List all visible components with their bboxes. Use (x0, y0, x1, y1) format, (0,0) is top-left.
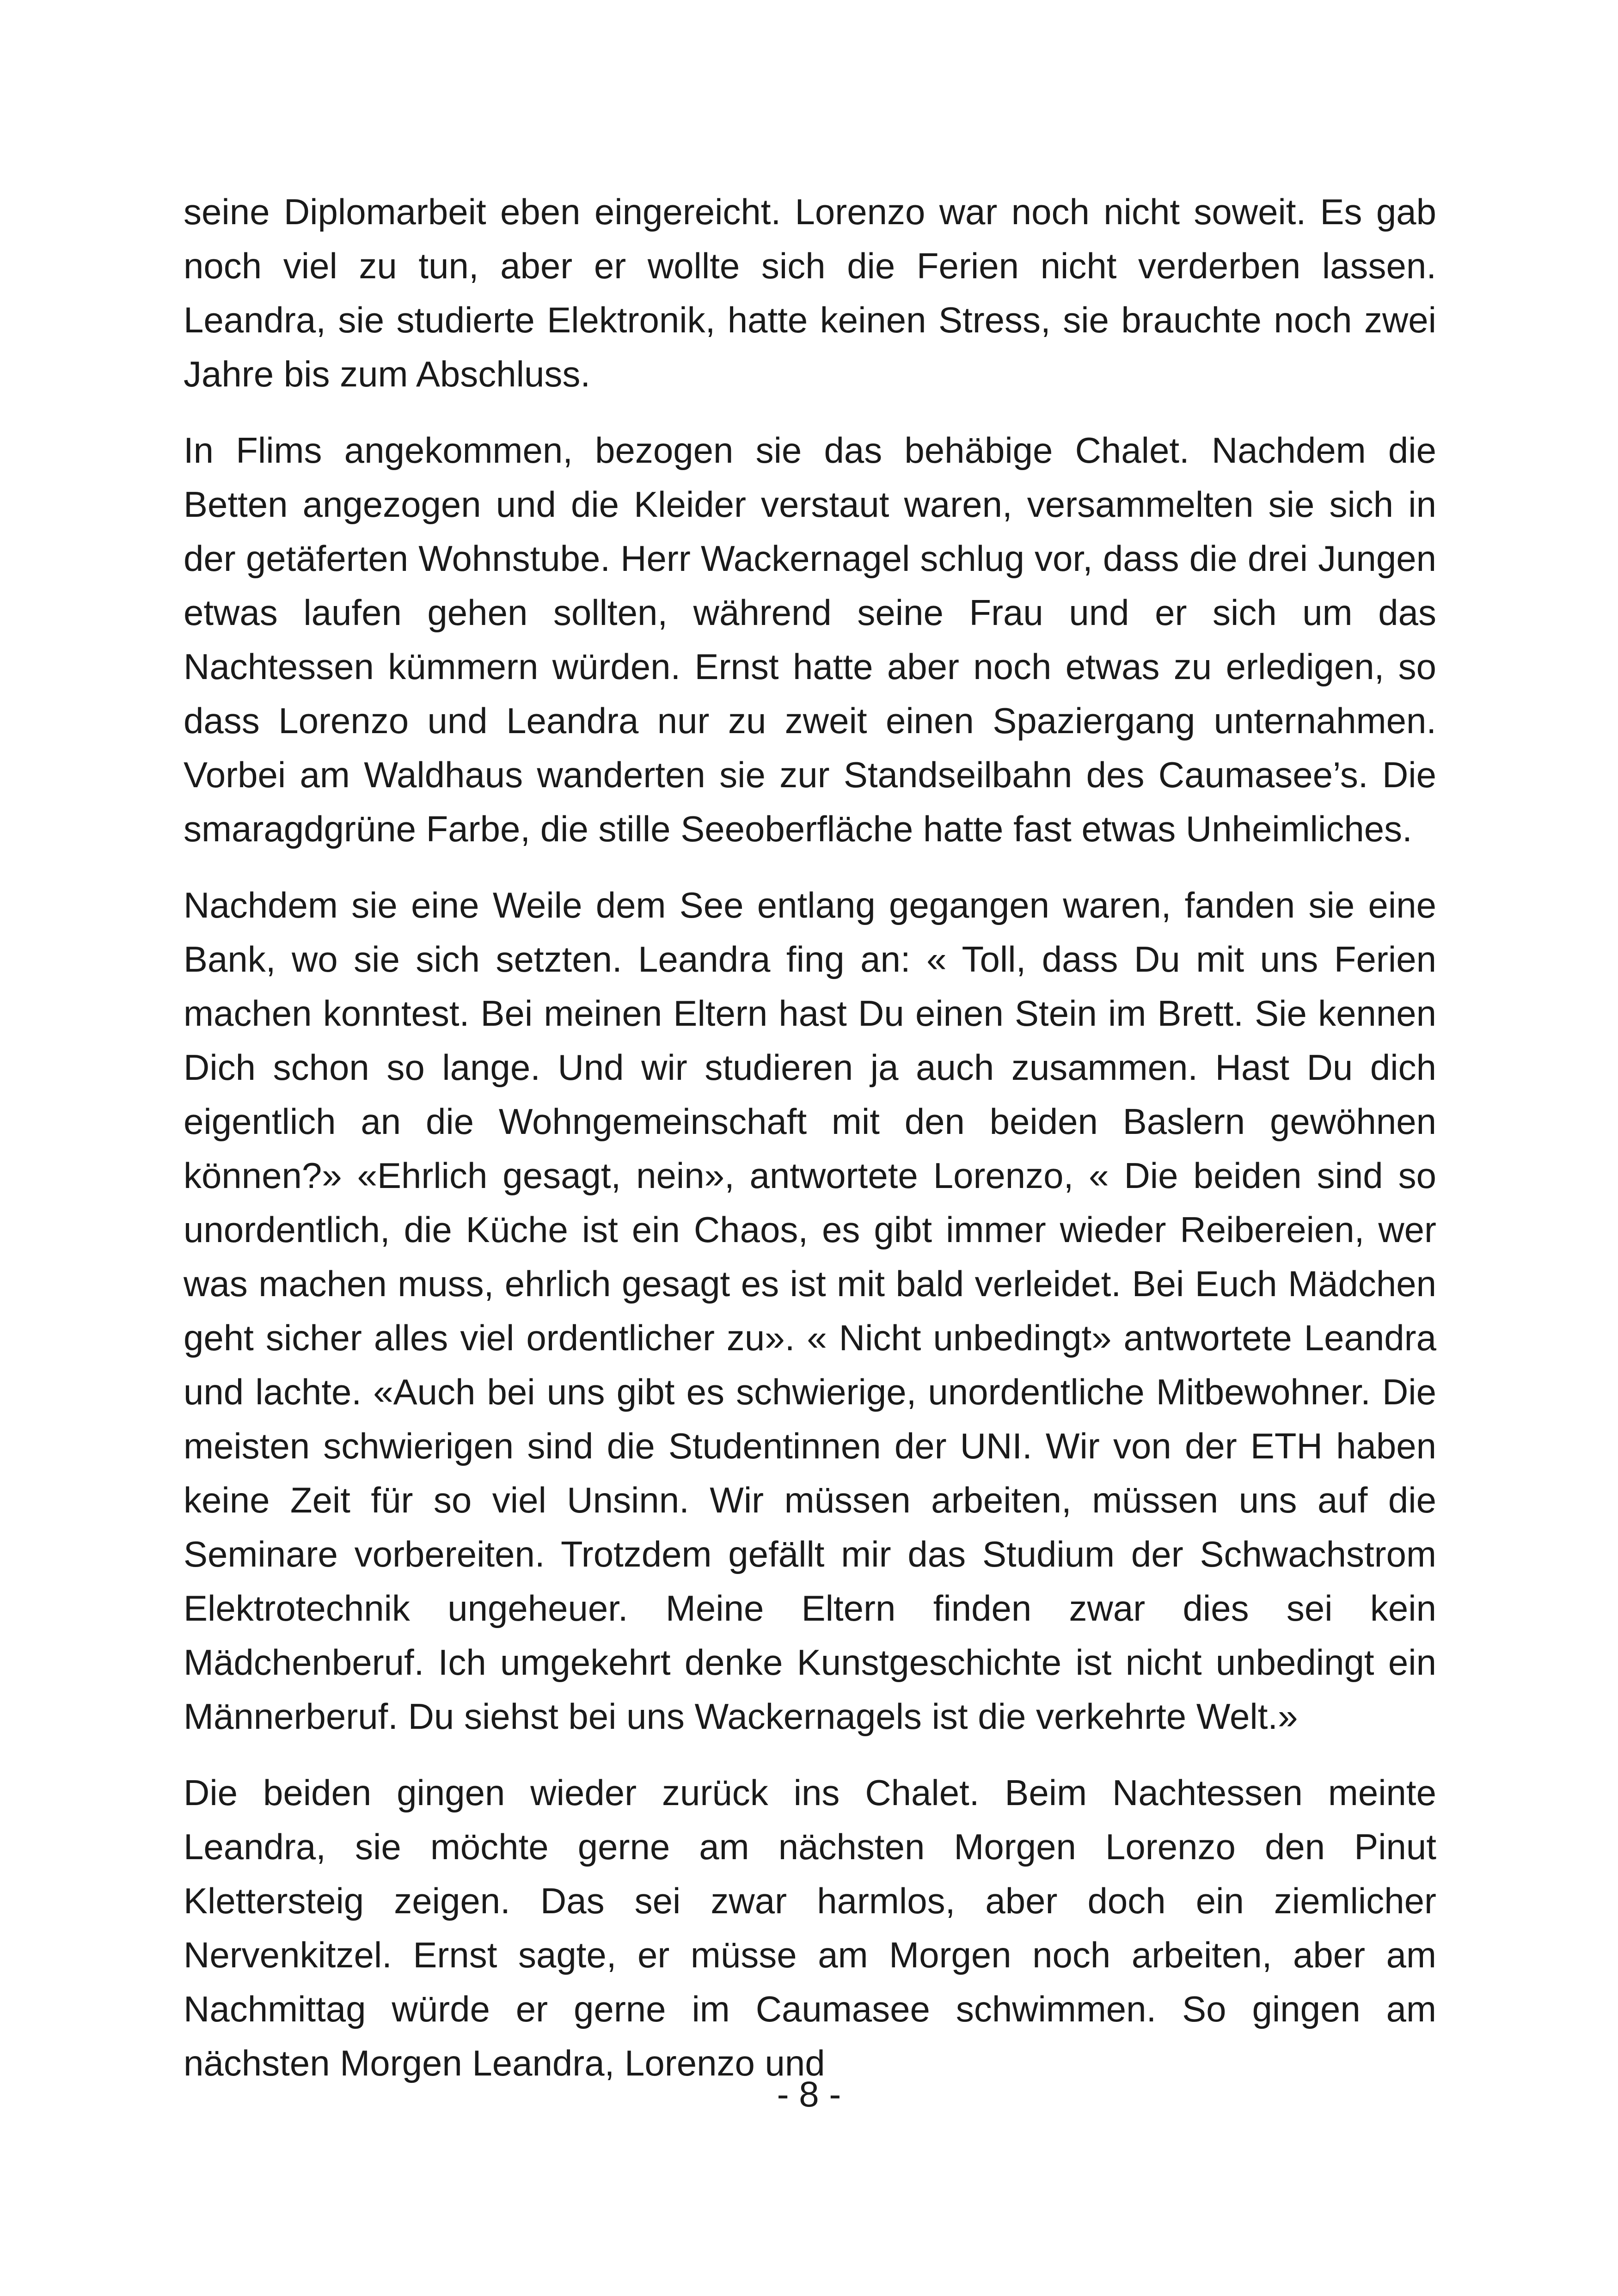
paragraph-4: Die beiden gingen wieder zurück ins Chalet. Beim Nachtessen meinte Leandra, sie möchte gerne am nächsten Morgen Lorenzo den Pinut Klettersteig zeigen. Das sei zwar harmlos, aber doch ein ziemlicher Nervenkitzel. Ernst sagte, er müsse am Morgen noch arbeiten, aber am Nachmittag würde er gerne im Caumasee schwimmen. So gingen am nächsten Morgen Leandra, Lorenzo und (184, 1772, 1436, 2083)
paragraph-2: In Flims angekommen, bezogen sie das behäbige Chalet. Nachdem die Betten angezogen und die Kleider verstaut waren, versammelten sie sich in der getäferten Wohnstube. Herr Wackernagel schlug vor, dass die drei Jungen etwas laufen gehen sollten, während seine Frau und er sich um das Nachtessen kümmern würden. Ernst hatte aber noch etwas zu erledigen, so dass Lorenzo und Leandra nur zu zweit einen Spaziergang unternahmen. Vorbei am Waldhaus wanderten sie zur Standseilbahn des Caumasee’s. Die smaragdgrüne Farbe, die stille Seeoberfläche hatte fast etwas Unheimliches. (184, 430, 1436, 849)
paragraph-3: Nachdem sie eine Weile dem See entlang gegangen waren, fanden sie eine Bank, wo sie sich setzten. Leandra fing an: « Toll, dass Du mit uns Ferien machen konntest. Bei meinen Eltern hast Du einen Stein im Brett. Sie kennen Dich schon so lange. Und wir studieren ja auch zusammen. Hast Du dich eigentlich an die Wohngemeinschaft mit den beiden Baslern gewöhnen können?» «Ehrlich gesagt, nein», antwortete Lorenzo, « Die beiden sind so unordentlich, die Küche ist ein Chaos, es gibt immer wieder Reibereien, wer was machen muss, ehrlich gesagt es ist mit bald verleidet. Bei Euch Mädchen geht sicher alles viel ordentlicher zu». « Nicht unbedingt» antwortete Leandra und lachte. «Auch bei uns gibt es schwierige, unordentliche Mitbewohner. Die meisten schwierigen sind die Studentinnen der UNI. Wir von der ETH haben keine Zeit für so viel Unsinn. Wir müssen arbeiten, müssen uns auf die Seminare vorbereiten. Trotzdem gefällt mir das Studium der Schwachstrom Elektrotechnik ungeheuer. Meine Eltern finden zwar dies sei kein Mädchenberuf. Ich umgekehrt denke Kunstgeschichte ist nicht unbedingt ein Männerberuf. Du siehst bei uns Wackernagels ist die verkehrte Welt.» (184, 885, 1436, 1737)
page-number: - 8 - (777, 2074, 841, 2114)
page-body (184, 185, 1436, 2112)
paragraph-1: seine Diplomarbeit eben eingereicht. Lorenzo war noch nicht soweit. Es gab noch viel zu tun, aber er wollte sich die Ferien nicht verderben lassen. Leandra, sie studierte Elektronik, hatte keinen Stress, sie brauchte noch zwei Jahre bis zum Abschluss. (184, 191, 1436, 394)
